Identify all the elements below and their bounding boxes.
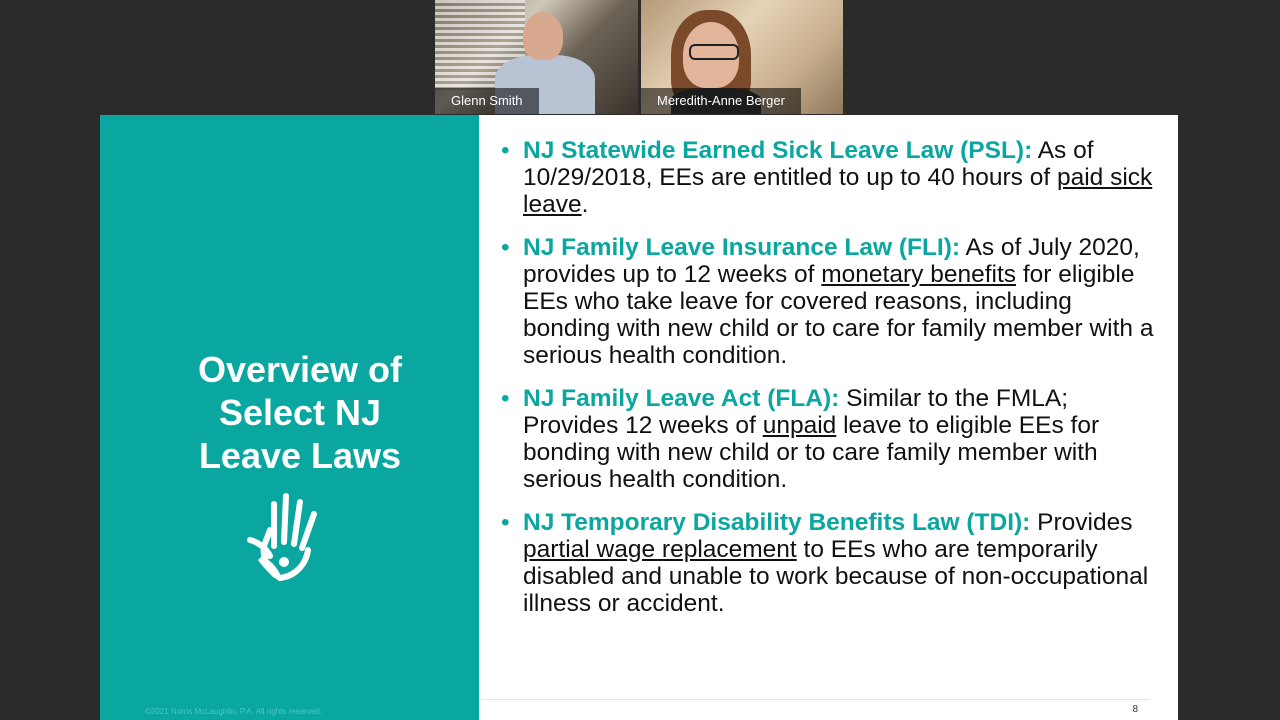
video-tile-meredith-anne-berger[interactable] (641, 0, 843, 114)
bullet-item (501, 385, 1161, 493)
bullet-item (501, 137, 1161, 218)
bullet-text: As of July 2020, provides up to 12 weeks of (523, 234, 1140, 288)
bullet-text: As of 10/29/2018, EEs are entitled to up to 40 hours of (523, 137, 1094, 191)
bullet-item (501, 509, 1161, 617)
video-tile-glenn-smith[interactable] (435, 0, 638, 114)
bullet-text: . (581, 191, 589, 218)
participant-head (523, 12, 563, 60)
participant-name-label: Meredith-Anne Berger (641, 88, 801, 114)
page-number: 8 (1132, 704, 1138, 715)
slide-title (100, 348, 500, 477)
copyright-text: ©2021 Norris McLaughlin, P.A. All rights reserved. (145, 707, 322, 716)
slide-title-line: Select NJ (218, 392, 382, 433)
law-name: NJ Family Leave Insurance Law (FLI): (523, 234, 961, 261)
slide-title-line: Leave Laws (198, 435, 402, 476)
bullet-list (501, 137, 1161, 633)
law-name: NJ Temporary Disability Benefits Law (TDI): (523, 509, 1031, 536)
underlined-text: unpaid (762, 412, 837, 439)
glasses (689, 44, 739, 60)
bullet-text: to EEs who are temporarily disabled and unable to work because of non-occupational illness or accident. (523, 536, 1149, 617)
underlined-text: paid sick leave (523, 164, 1153, 218)
participant-name-label: Glenn Smith (435, 88, 539, 114)
footer-divider (480, 699, 1150, 700)
shared-slide (100, 115, 1178, 720)
bullet-text: Similar to the FMLA; Provides 12 weeks of (523, 385, 1069, 439)
bullet-text: Provides (1030, 509, 1133, 536)
underlined-text: monetary benefits (821, 261, 1017, 288)
law-name: NJ Statewide Earned Sick Leave Law (PSL): (523, 137, 1033, 164)
bullet-text: for eligible EEs who take leave for covered reasons, including bonding with new child or to care for family member with a serious health condition. (523, 261, 1154, 369)
slide-title-panel (100, 115, 479, 720)
bullet-item (501, 234, 1161, 369)
slide-title-line: Overview of (197, 349, 403, 390)
underlined-text: partial wage replacement (523, 536, 797, 563)
law-name: NJ Family Leave Act (FLA): (523, 385, 840, 412)
hands-icon (240, 490, 330, 585)
bullet-text: leave to eligible EEs for bonding with new child or to care family member with serious health condition. (523, 412, 1100, 493)
